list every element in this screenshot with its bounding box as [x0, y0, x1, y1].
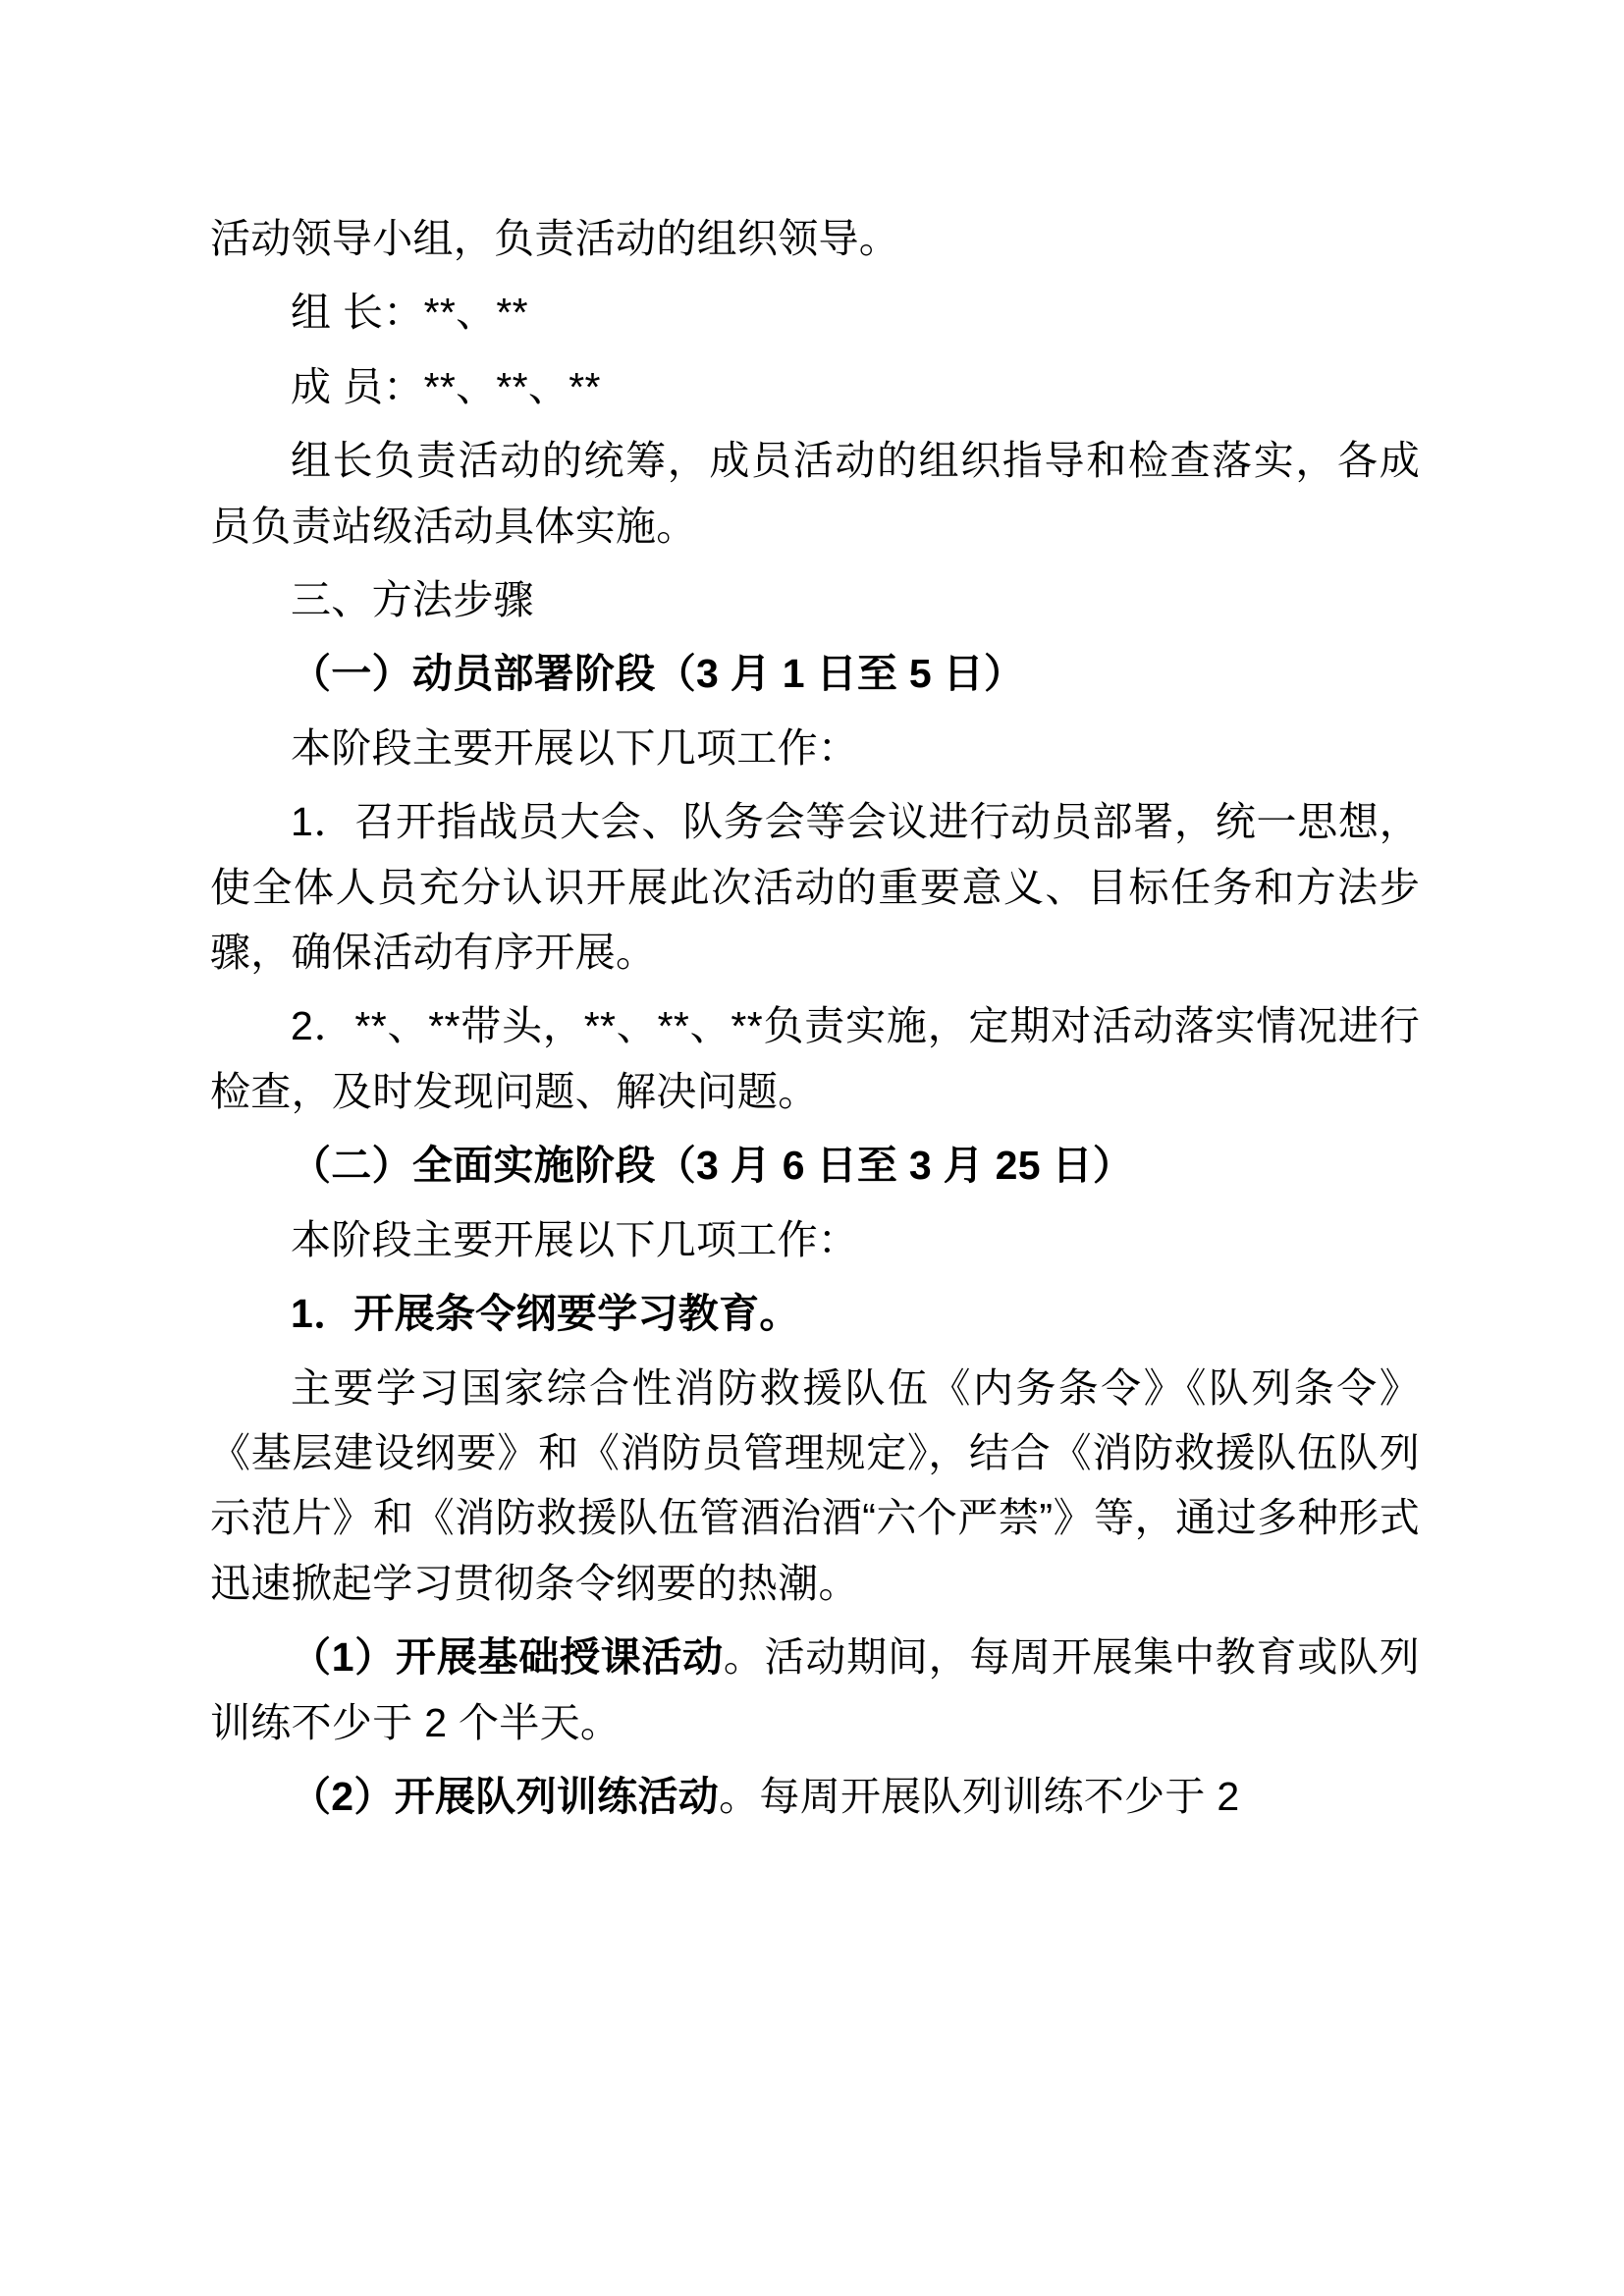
sub-item-1-label: （1）开展基础授课活动: [291, 1634, 724, 1681]
sub-item-2-text: 。每周开展队列训练不少于 2: [719, 1773, 1240, 1819]
paragraph-stage-one-item-1: 1．召开指战员大会、队务会等会议进行动员部署，统一思想，使全体人员充分认识开展此次活动的重要意义、目标任务和方法步骤，确保活动有序开展。: [210, 799, 1420, 976]
paragraph-stage-two-item-1-heading: 1．开展条令纲要学习教育。: [291, 1291, 800, 1337]
paragraph-members: 成 员：**、**、**: [291, 363, 601, 409]
paragraph-stage-two-heading: （二）全面实施阶段（3 月 6 日至 3 月 25 日）: [291, 1143, 1134, 1189]
paragraph-sub-item-2: [210, 1764, 1420, 1829]
paragraph-section-three-heading: 三、方法步骤: [291, 577, 534, 623]
paragraph-stage-two-item-1-body: 主要学习国家综合性消防救援队伍《内务条令》《队列条令》《基层建设纲要》和《消防员管理规定》，结合《消防救援队伍队列示范片》和《消防救援队伍管酒治酒“六个严禁”》等，通过多种形式迅速掀起学习贯彻条令纲要的热潮。: [210, 1364, 1420, 1606]
sub-item-1-text: 。活动期间，每周开展集中教育或队列训练不少于 2 个半天。: [210, 1634, 1420, 1745]
paragraph-leading-group: 活动领导小组，负责活动的组织领导。: [210, 216, 900, 261]
paragraph-stage-one-item-2: 2．**、**带头，**、**、**负责实施，定期对活动落实情况进行检查，及时发现问题、解决问题。: [210, 1003, 1420, 1114]
paragraph-stage-one-heading: （一）动员部署阶段（3 月 1 日至 5 日）: [291, 651, 1025, 697]
document-body: [210, 206, 1420, 1829]
paragraph-sub-item-1: [210, 1625, 1420, 1755]
paragraph-group-leader: 组 长：**、**: [291, 290, 528, 336]
sub-item-2-label: （2）开展队列训练活动: [291, 1773, 720, 1819]
paragraph-stage-one-intro: 本阶段主要开展以下几项工作：: [291, 724, 859, 771]
paragraph-duty-division: 组长负责活动的统筹，成员活动的组织指导和检查落实，各成员负责站级活动具体实施。: [210, 438, 1420, 549]
paragraph-stage-two-intro: 本阶段主要开展以下几项工作：: [291, 1216, 859, 1262]
